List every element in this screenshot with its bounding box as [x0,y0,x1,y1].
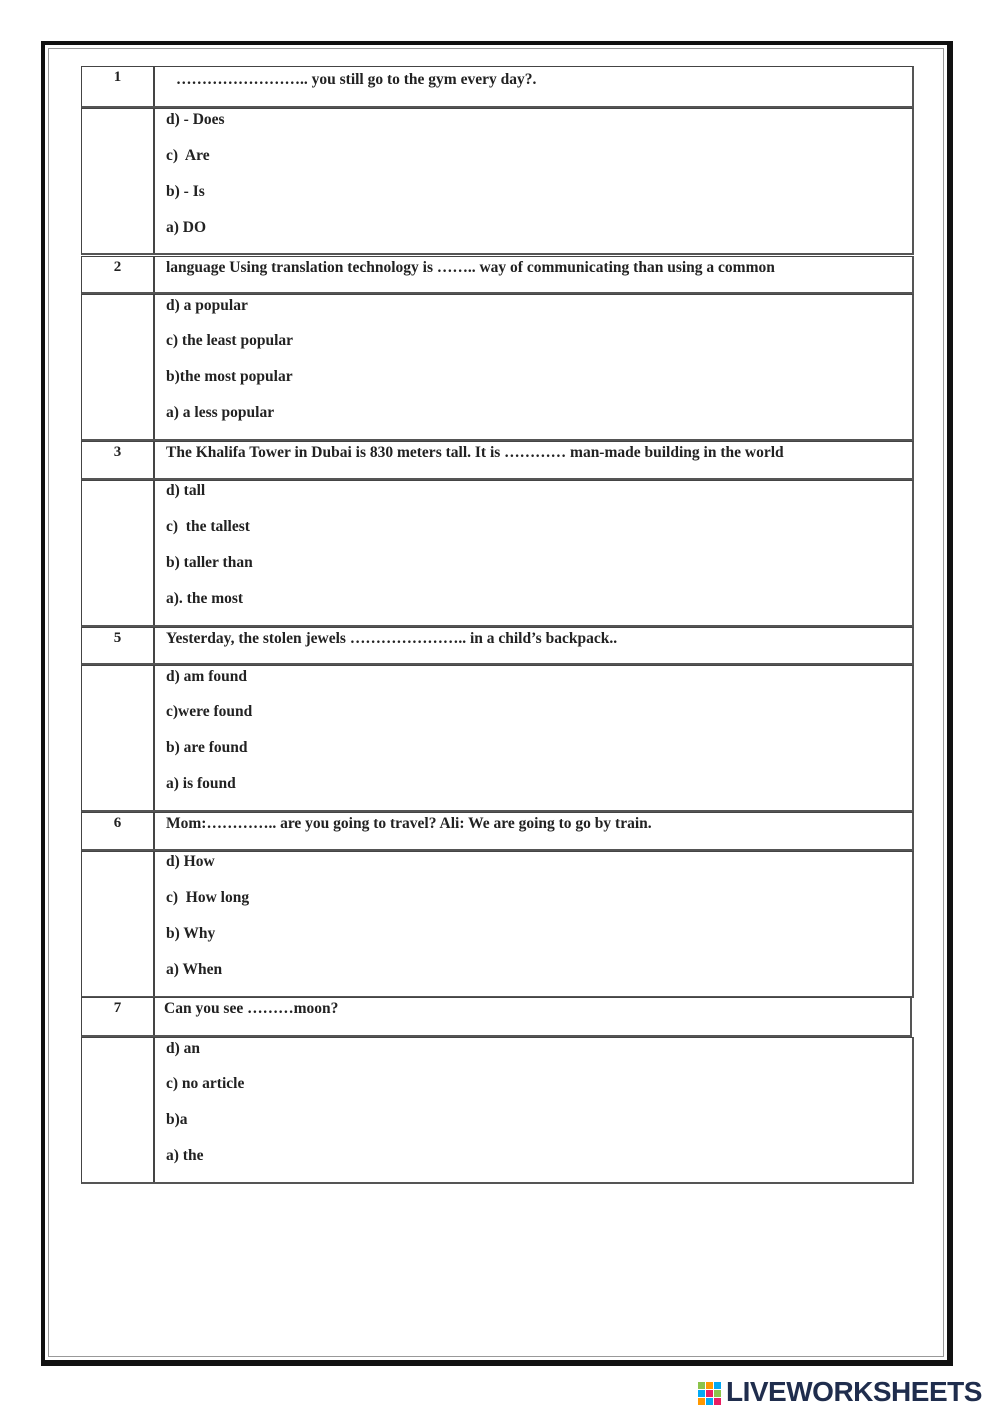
option-a[interactable]: a) is found [166,775,236,792]
question-text: Yesterday, the stolen jewels ………………….. in a child’s backpack.. [166,630,618,647]
question-number: 7 [82,998,155,1035]
option-a[interactable]: a) the [166,1147,204,1164]
option-d[interactable]: d) - Does [166,111,225,128]
option-a[interactable]: a) When [166,961,223,978]
option-b[interactable]: b) are found [166,739,248,756]
question-number: 1 [82,67,155,106]
question-number: 2 [82,257,155,292]
answer-options [81,294,914,441]
answer-number-cell [82,481,155,625]
option-c[interactable]: c) the least popular [166,332,294,349]
option-a[interactable]: a) a less popular [166,404,275,421]
option-d[interactable]: d) How [166,853,215,870]
answer-number-cell [82,1038,155,1182]
question-row [81,256,914,294]
answer-options [81,1037,914,1184]
option-a[interactable]: a). the most [166,590,244,607]
question-number: 5 [82,628,155,663]
answer-number-cell [82,666,155,810]
question-text: The Khalifa Tower in Dubai is 830 meters tall. It is ………… man-made building in the world [166,444,784,461]
answer-options [81,851,914,998]
option-c[interactable]: c)were found [166,703,253,720]
question-text: language Using translation technology is …….. way of communicating than using a common [166,259,775,276]
option-b[interactable]: b) Why [166,925,216,942]
option-c[interactable]: c) no article [166,1075,245,1092]
answer-options [81,665,914,812]
liveworksheets-logo-icon [698,1382,722,1406]
question-row [81,812,914,851]
question-text: Can you see ………moon? [164,1000,339,1017]
option-b[interactable]: b) - Is [166,183,205,200]
option-d[interactable]: d) an [166,1040,201,1057]
option-d[interactable]: d) a popular [166,297,248,314]
option-c[interactable]: c) How long [166,889,250,906]
question-row [81,441,914,480]
question-row [81,997,912,1037]
liveworksheets-brand[interactable] [698,1378,994,1408]
answer-number-cell [82,295,155,439]
question-number: 6 [82,813,155,849]
option-a[interactable]: a) DO [166,219,207,236]
question-text: …………………….. you still go to the gym every day?. [176,71,537,88]
answer-options [81,480,914,627]
option-b[interactable]: b)a [166,1111,188,1128]
option-d[interactable]: d) tall [166,482,206,499]
answer-options [81,108,914,255]
question-number: 3 [82,442,155,478]
answer-number-cell [82,852,155,996]
option-c[interactable]: c) the tallest [166,518,250,535]
question-row [81,66,914,108]
question-text: Mom:………….. are you going to travel? Ali: We are going to go by train. [166,815,652,832]
option-d[interactable]: d) am found [166,668,247,685]
brand-name: LIVEWORKSHEETS [726,1376,982,1407]
answer-number-cell [82,109,155,253]
question-row [81,627,914,665]
option-b[interactable]: b)the most popular [166,368,293,385]
option-b[interactable]: b) taller than [166,554,253,571]
option-c[interactable]: c) Are [166,147,210,164]
